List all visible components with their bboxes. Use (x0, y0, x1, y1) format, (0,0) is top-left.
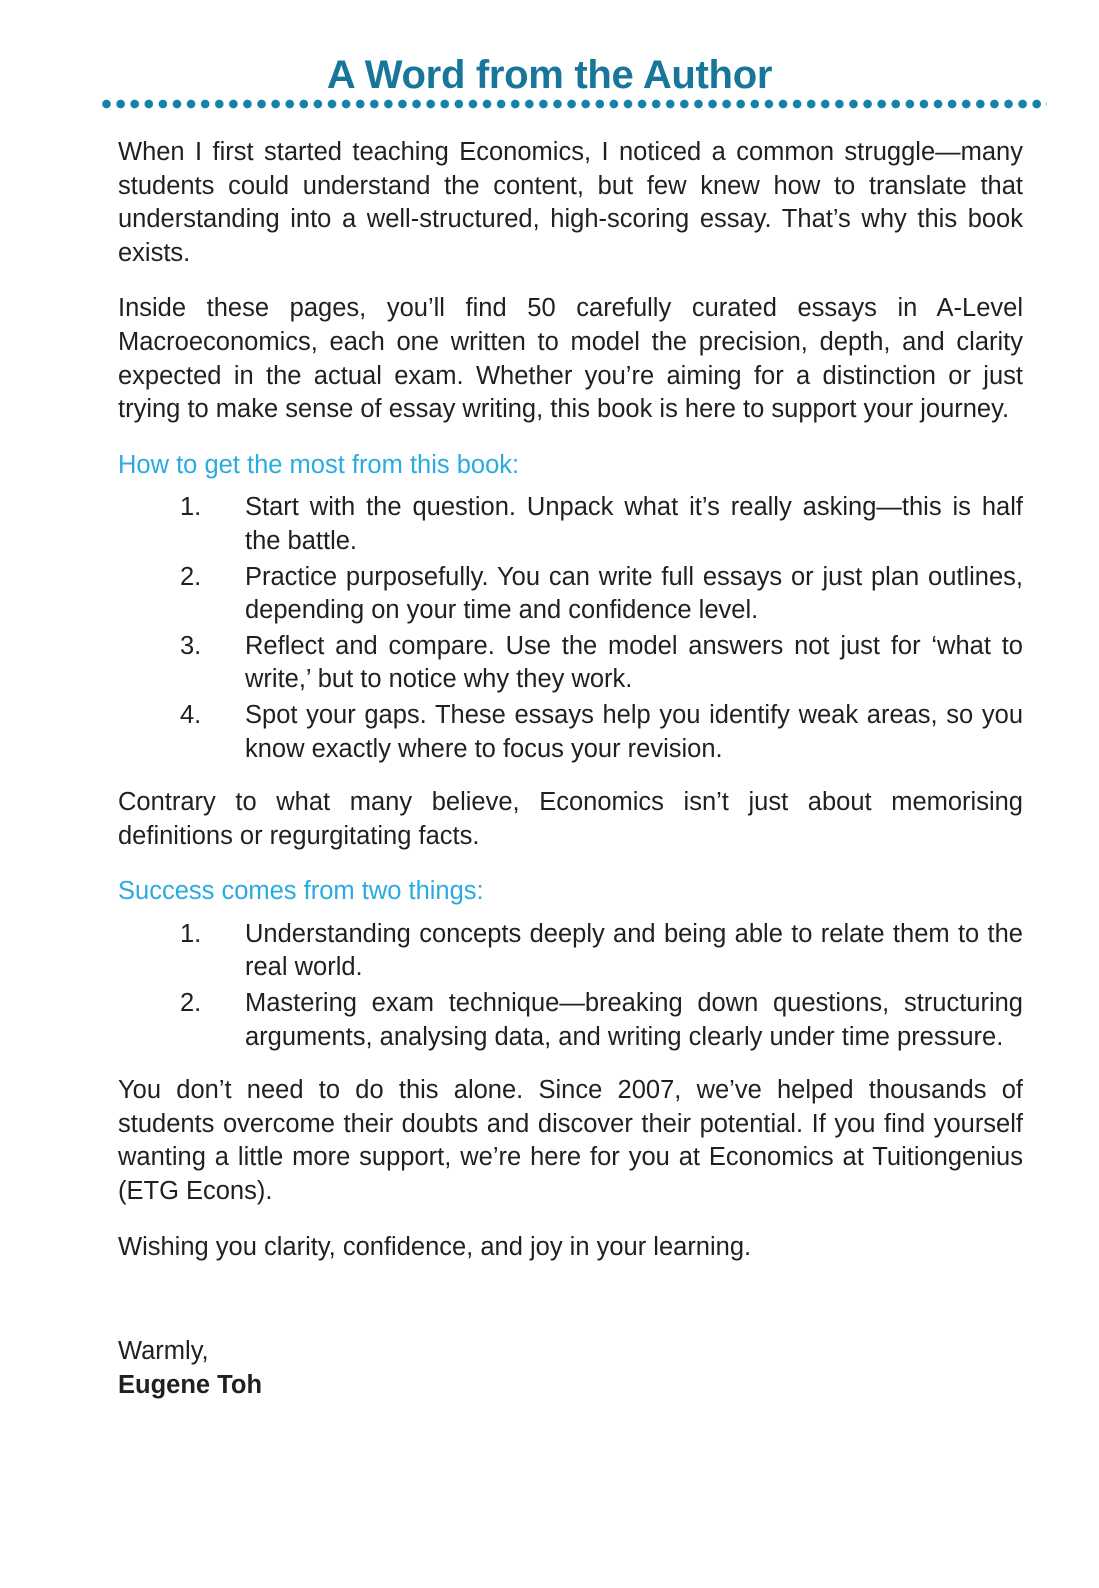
list-item (118, 561, 1023, 628)
dotted-divider (101, 98, 1047, 110)
list-item-number: 1. (180, 919, 202, 948)
heading-how-to-get-the-most: How to get the most from this book: (118, 450, 520, 479)
paragraph-contrary-to-belief: Contrary to what many believe, Economics isn’t just about memorising definitions or regurgitating facts. (118, 788, 1023, 850)
list-item (118, 699, 1023, 766)
signature-name: Eugene Toh (118, 1371, 263, 1400)
list-item-text: Mastering exam technique—breaking down questions, structuring arguments, analysing data, and writing clearly under time pressure. (245, 989, 1023, 1051)
list-item-text: Reflect and compare. Use the model answers not just for ‘what to write,’ but to notice why they work. (245, 631, 1023, 694)
paragraph-inside-these-pages: Inside these pages, you’ll find 50 carefully curated essays in A-Level Macroeconomics, each one written to model the precision, depth, and clarity expected in the actual exam. Whether you’re aiming for a distinction or just trying to make sense of essay writing, this book is here to support your journey. (118, 294, 1023, 424)
heading-success-comes-from-two-things: Success comes from two things: (118, 877, 484, 906)
list-item-number: 3. (180, 631, 202, 660)
list-item (118, 987, 1023, 1054)
paragraph-support: You don’t need to do this alone. Since 2007, we’ve helped thousands of students overcome their doubts and discover their potential. If you find yourself wanting a little more support, we’re here for you at Economics at Tuitiongenius (ETG Econs). (118, 1076, 1023, 1206)
list-item-text: Understanding concepts deeply and being able to relate them to the real world. (245, 919, 1023, 982)
list-item-number: 2. (180, 989, 202, 1018)
document-body (118, 136, 1023, 1402)
list-how-to-get-the-most (118, 491, 1023, 766)
list-item (118, 491, 1023, 558)
list-item (118, 918, 1023, 985)
list-item-text: Spot your gaps. These essays help you identify weak areas, so you know exactly where to focus your revision. (245, 700, 1023, 763)
page-header (0, 0, 1099, 95)
signature-block (118, 1334, 1023, 1402)
list-item-number: 4. (180, 700, 202, 729)
list-item-number: 2. (180, 562, 202, 591)
list-item-text: Practice purposefully. You can write full essays or just plan outlines, depending on your time and confidence level. (245, 562, 1023, 625)
paragraph-wishing: Wishing you clarity, confidence, and joy in your learning. (118, 1232, 752, 1261)
list-item (118, 630, 1023, 697)
list-success-comes-from (118, 918, 1023, 1054)
signature-closing: Warmly, (118, 1337, 209, 1366)
list-item-text: Start with the question. Unpack what it’s really asking—this is half the battle. (245, 493, 1023, 555)
list-item-number: 1. (180, 493, 202, 522)
paragraph-intro: When I first started teaching Economics, I noticed a common struggle—many students could understand the content, but few knew how to translate that understanding into a well-structured, high-scoring essay. That’s why this book exists. (118, 138, 1023, 267)
page-title: A Word from the Author (326, 53, 773, 97)
